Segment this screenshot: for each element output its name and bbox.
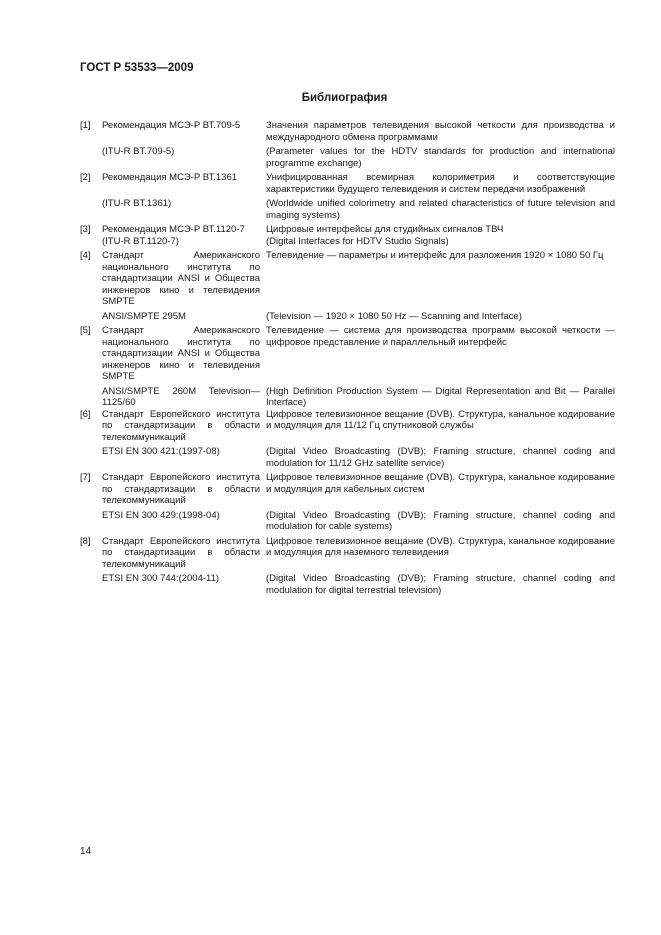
entry-title: Телевидение — система для производства программ высокой четкости — цифровое представление и параллельный интерфейс xyxy=(266,325,615,348)
entry-number: [4] xyxy=(80,250,91,261)
entry-title: (Digital Interfaces for HDTV Studio Signals) xyxy=(266,235,449,247)
entry-title: Цифровое телевизионное вещание (DVB). Структура, канальное кодирование и модуляция для кабельных систем xyxy=(266,472,615,495)
entry-source: Стандарт Европейского института по стандартизации в области телекоммуникаций xyxy=(102,408,260,443)
entry-title: Цифровое телевизионное вещание (DVB). Структура, канальное кодирование и модуляция для 11/12 Гц спутниковой службы xyxy=(266,408,615,431)
entry-number xyxy=(80,146,102,169)
entry-source: (ITU-R BT.1361) xyxy=(102,198,172,209)
entry-source: Стандарт Американского национального института по стандартизации ANSI и Общества инженеров кино и телевидения SMPTE xyxy=(102,325,260,382)
entry-source: ANSI/SMPTE 295M xyxy=(102,310,186,322)
bibliography-entry xyxy=(80,224,615,236)
entry-number: [2] xyxy=(80,172,91,183)
entry-title: (Worldwide unified colorimetry and related characteristics of future television and imaging systems) xyxy=(266,198,615,221)
bibliography-entry xyxy=(80,236,615,248)
bibliography-entry xyxy=(80,198,615,221)
bibliography-entry xyxy=(80,250,615,308)
entry-source: Рекомендация МСЭ-Р ВТ.709-5 xyxy=(102,120,241,131)
entry-title: (Parameter values for the HDTV standards for production and international programme exchange) xyxy=(266,146,615,169)
entry-source: Рекомендация МСЭ-Р ВТ.1361 xyxy=(102,172,238,183)
entry-number: [8] xyxy=(80,535,91,547)
bibliography-entry xyxy=(80,386,615,409)
bibliography-entry xyxy=(80,573,615,596)
entry-source: ETSI EN 300 744:(2004-11) xyxy=(102,573,220,584)
entry-title: (Digital Video Broadcasting (DVB); Framing structure, channel coding and modulation for cable systems) xyxy=(266,509,615,532)
entry-title: Унифицированная всемирная колориметрия и соответствующие характеристики будущего телевидения и систем передачи изображений xyxy=(266,172,615,195)
bibliography-entry xyxy=(80,311,615,323)
entry-number xyxy=(80,198,102,221)
entry-number xyxy=(80,236,102,248)
entry-number: [7] xyxy=(80,472,91,483)
entry-source: ETSI EN 300 421:(1997-08) xyxy=(102,446,220,457)
bibliography-list xyxy=(80,120,615,596)
entry-number xyxy=(80,573,102,596)
entry-title: (Digital Video Broadcasting (DVB); Framing structure, channel coding and modulation for 11/12 GHz satellite service) xyxy=(266,446,615,469)
entry-number: [3] xyxy=(80,224,91,235)
entry-number xyxy=(80,446,102,469)
entry-number: [6] xyxy=(80,408,91,420)
bibliography-entry xyxy=(80,120,615,143)
entry-title: Цифровые интерфейсы для студийных сигналов ТВЧ xyxy=(266,224,504,235)
entry-source: Стандарт Европейского института по стандартизации в области телекоммуникаций xyxy=(102,472,260,506)
entry-title: (High Definition Production System — Digital Representation and Bit — Parallel Interface) xyxy=(266,385,615,408)
bibliography-entry xyxy=(80,536,615,571)
bibliography-entry xyxy=(80,472,615,507)
page-number: 14 xyxy=(80,846,92,857)
section-heading: Библиография xyxy=(301,92,388,104)
bibliography-entry xyxy=(80,510,615,533)
entry-title: (Television — 1920 × 1080 50 Hz — Scanning and Interface) xyxy=(266,310,522,322)
entry-number: [5] xyxy=(80,325,91,336)
entry-title: Цифровое телевизионное вещание (DVB). Структура, канальное кодирование и модуляция для наземного телевидения xyxy=(266,535,615,558)
bibliography-entry xyxy=(80,446,615,469)
bibliography-entry xyxy=(80,409,615,444)
entry-number xyxy=(80,311,102,323)
entry-source: ETSI EN 300 429:(1998-04) xyxy=(102,509,220,521)
bibliography-entry xyxy=(80,146,615,169)
entry-source: ANSI/SMPTE 260M Television—1125/60 xyxy=(102,385,260,408)
entry-source: (ITU-R BT.709-5) xyxy=(102,146,175,157)
document-header: ГОСТ Р 53533—2009 xyxy=(80,62,194,74)
entry-number: [1] xyxy=(80,120,91,131)
entry-source: Стандарт Американского национального института по стандартизации ANSI и Общества инженеров кино и телевидения SMPTE xyxy=(102,250,260,307)
entry-number xyxy=(80,510,102,533)
entry-title: Значения параметров телевидения высокой четкости для производства и международного обмена программами xyxy=(266,120,615,143)
entry-title: (Digital Video Broadcasting (DVB); Framing structure, channel coding and modulation for digital terrestrial television) xyxy=(266,573,615,596)
entry-source: (ITU-R BT.1120-7) xyxy=(102,235,179,247)
entry-source: Стандарт Европейского института по стандартизации в области телекоммуникаций xyxy=(102,535,260,570)
entry-title: Телевидение — параметры и интерфейс для разложения 1920 × 1080 50 Гц xyxy=(266,250,604,261)
bibliography-entry xyxy=(80,325,615,383)
bibliography-entry xyxy=(80,172,615,195)
entry-number xyxy=(80,386,102,409)
entry-source: Рекомендация МСЭ-Р ВТ.1120-7 xyxy=(102,224,245,235)
